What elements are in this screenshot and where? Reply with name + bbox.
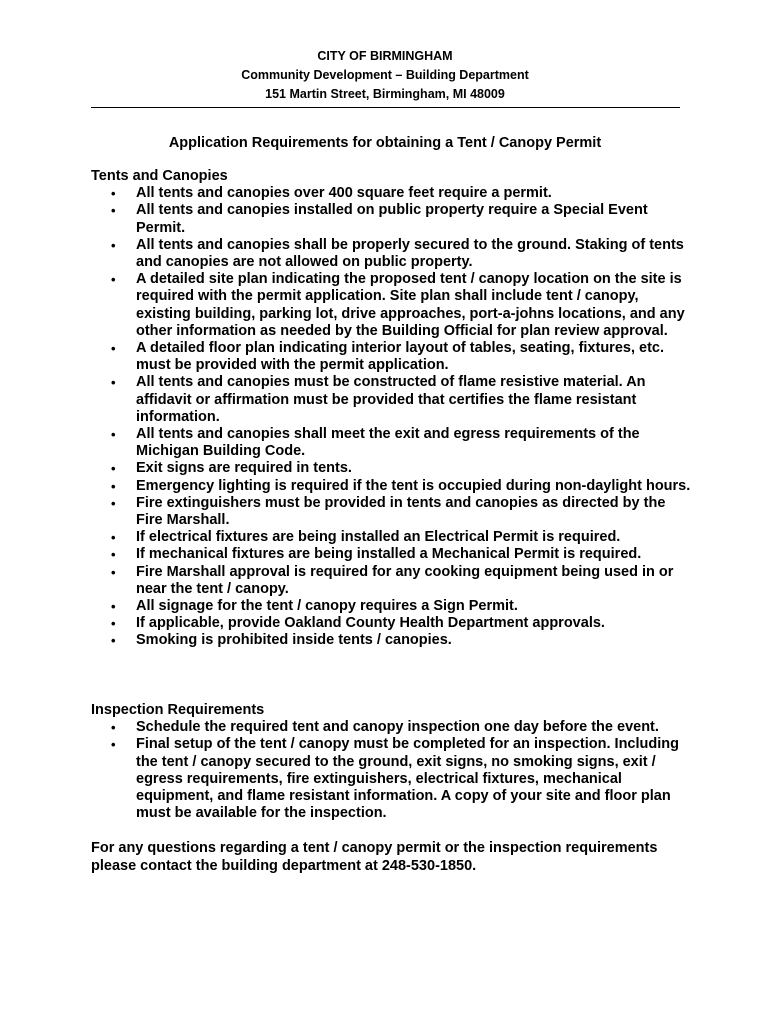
city-name: CITY OF BIRMINGHAM xyxy=(317,49,453,63)
header-divider xyxy=(91,107,680,108)
inspection-section xyxy=(91,702,691,822)
list-item-text: If applicable, provide Oakland County Health Department approvals. xyxy=(136,615,605,632)
list-item xyxy=(91,546,691,563)
list-item xyxy=(91,460,691,477)
list-item-text: All tents and canopies shall meet the exit and egress requirements of the Michigan Building Code. xyxy=(136,426,640,460)
bullet-icon: • xyxy=(111,186,116,202)
contact-note: For any questions regarding a tent / canopy permit or the inspection requirements please contact the building department at 248-530-1850. xyxy=(91,840,658,874)
list-item xyxy=(91,736,691,822)
inspection-requirements-list xyxy=(91,719,691,822)
list-item-text: Final setup of the tent / canopy must be completed for an inspection. Including the tent / canopy secured to the ground, exit signs, no smoking signs, exit / egress requirements, fire extinguishers, electrical fixtures, mechanical equipment, and flame resistant information. A copy of your site and floor plan must be available for the inspection. xyxy=(136,736,679,822)
list-item-text: Schedule the required tent and canopy inspection one day before the event. xyxy=(136,719,659,736)
list-item-text: Fire Marshall approval is required for any cooking equipment being used in or near the tent / canopy. xyxy=(136,563,674,597)
list-item xyxy=(91,632,691,649)
list-item-text: All signage for the tent / canopy requires a Sign Permit. xyxy=(136,598,518,615)
bullet-icon: • xyxy=(111,427,116,443)
list-item xyxy=(91,426,691,460)
list-item-text: All tents and canopies over 400 square feet require a permit. xyxy=(136,185,552,202)
tents-requirements-list xyxy=(91,185,691,649)
list-item-text: Exit signs are required in tents. xyxy=(136,460,352,477)
bullet-icon: • xyxy=(111,616,116,632)
bullet-icon: • xyxy=(111,530,116,546)
list-item xyxy=(91,478,691,495)
bullet-icon: • xyxy=(111,720,116,736)
bullet-icon: • xyxy=(111,737,116,753)
list-item xyxy=(91,529,691,546)
list-item xyxy=(91,598,691,615)
list-item xyxy=(91,340,691,374)
list-item xyxy=(91,615,691,632)
list-item xyxy=(91,237,691,271)
list-item-text: If electrical fixtures are being installed an Electrical Permit is required. xyxy=(136,529,621,546)
list-item-text: All tents and canopies must be constructed of flame resistive material. An affidavit or affirmation must be provided that certifies the flame resistant information. xyxy=(136,374,646,425)
department-address: 151 Martin Street, Birmingham, MI 48009 xyxy=(265,87,505,101)
bullet-icon: • xyxy=(111,341,116,357)
document-title: Application Requirements for obtaining a Tent / Canopy Permit xyxy=(168,135,602,151)
bullet-icon: • xyxy=(111,203,116,219)
list-item-text: Fire extinguishers must be provided in tents and canopies as directed by the Fire Marshall. xyxy=(136,494,666,529)
list-item xyxy=(91,374,691,426)
list-item-text: If mechanical fixtures are being installed a Mechanical Permit is required. xyxy=(136,546,642,563)
bullet-icon: • xyxy=(111,461,116,477)
tents-heading: Tents and Canopies xyxy=(91,168,228,184)
list-item-text: A detailed site plan indicating the proposed tent / canopy location on the site is required with the permit application. Site plan shall include tent / canopy, existing building, parking lot, drive approaches, port-a-johns locations, and any other information as needed by the Building Official for plan review approval. xyxy=(136,271,685,339)
bullet-icon: • xyxy=(111,237,116,253)
bullet-icon: • xyxy=(111,478,116,494)
bullet-icon: • xyxy=(111,495,116,511)
bullet-icon: • xyxy=(111,599,116,615)
list-item-text: Smoking is prohibited inside tents / canopies. xyxy=(136,632,452,649)
list-item xyxy=(91,271,691,340)
list-item xyxy=(91,185,691,202)
inspection-heading: Inspection Requirements xyxy=(91,702,265,718)
letterhead xyxy=(0,47,770,104)
list-item xyxy=(91,564,691,598)
list-item-text: Emergency lighting is required if the tent is occupied during non-daylight hours. xyxy=(136,477,691,494)
bullet-icon: • xyxy=(111,564,116,580)
bullet-icon: • xyxy=(111,547,116,563)
tents-section xyxy=(91,168,691,650)
list-item xyxy=(91,202,691,236)
bullet-icon: • xyxy=(111,272,116,288)
bullet-icon: • xyxy=(111,375,116,391)
list-item-text: A detailed floor plan indicating interior layout of tables, seating, fixtures, etc. must be provided with the permit application. xyxy=(136,340,664,374)
department-name: Community Development – Building Department xyxy=(241,68,529,82)
list-item xyxy=(91,495,691,529)
bullet-icon: • xyxy=(111,633,116,649)
list-item-text: All tents and canopies installed on public property require a Special Event Permit. xyxy=(136,202,648,236)
list-item xyxy=(91,719,691,736)
list-item-text: All tents and canopies shall be properly secured to the ground. Staking of tents and canopies are not allowed on public property. xyxy=(136,236,684,271)
